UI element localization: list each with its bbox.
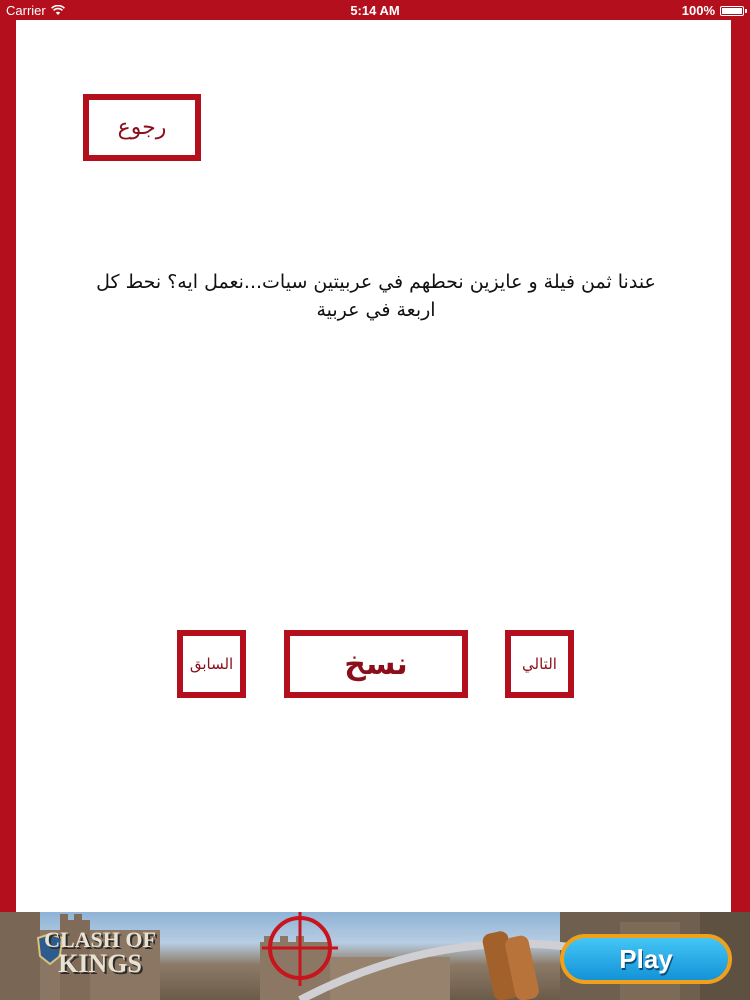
play-button[interactable]: Play — [560, 934, 732, 984]
ad-logo-line1: CLASH OF — [44, 927, 156, 952]
ad-logo-line2: KINGS — [58, 949, 142, 978]
battery-percent: 100% — [681, 3, 715, 18]
next-button[interactable]: التالي — [505, 630, 574, 698]
ad-logo — [30, 928, 170, 976]
battery-icon — [720, 6, 744, 16]
copy-button[interactable]: نسخ — [284, 630, 468, 698]
ad-banner[interactable] — [0, 912, 750, 1000]
status-bar — [0, 0, 750, 20]
clock: 5:14 AM — [350, 3, 400, 18]
status-right — [682, 3, 744, 18]
riddle-text: عندنا ثمن فيلة و عايزين نحطهم في عربيتين سيات...نعمل ايه؟ نحط كل اربعة في عربية — [96, 271, 656, 321]
carrier-label: Carrier — [6, 3, 46, 18]
previous-button[interactable]: السابق — [177, 630, 246, 698]
back-button[interactable]: رجوع — [83, 94, 201, 161]
content-panel — [16, 20, 731, 912]
